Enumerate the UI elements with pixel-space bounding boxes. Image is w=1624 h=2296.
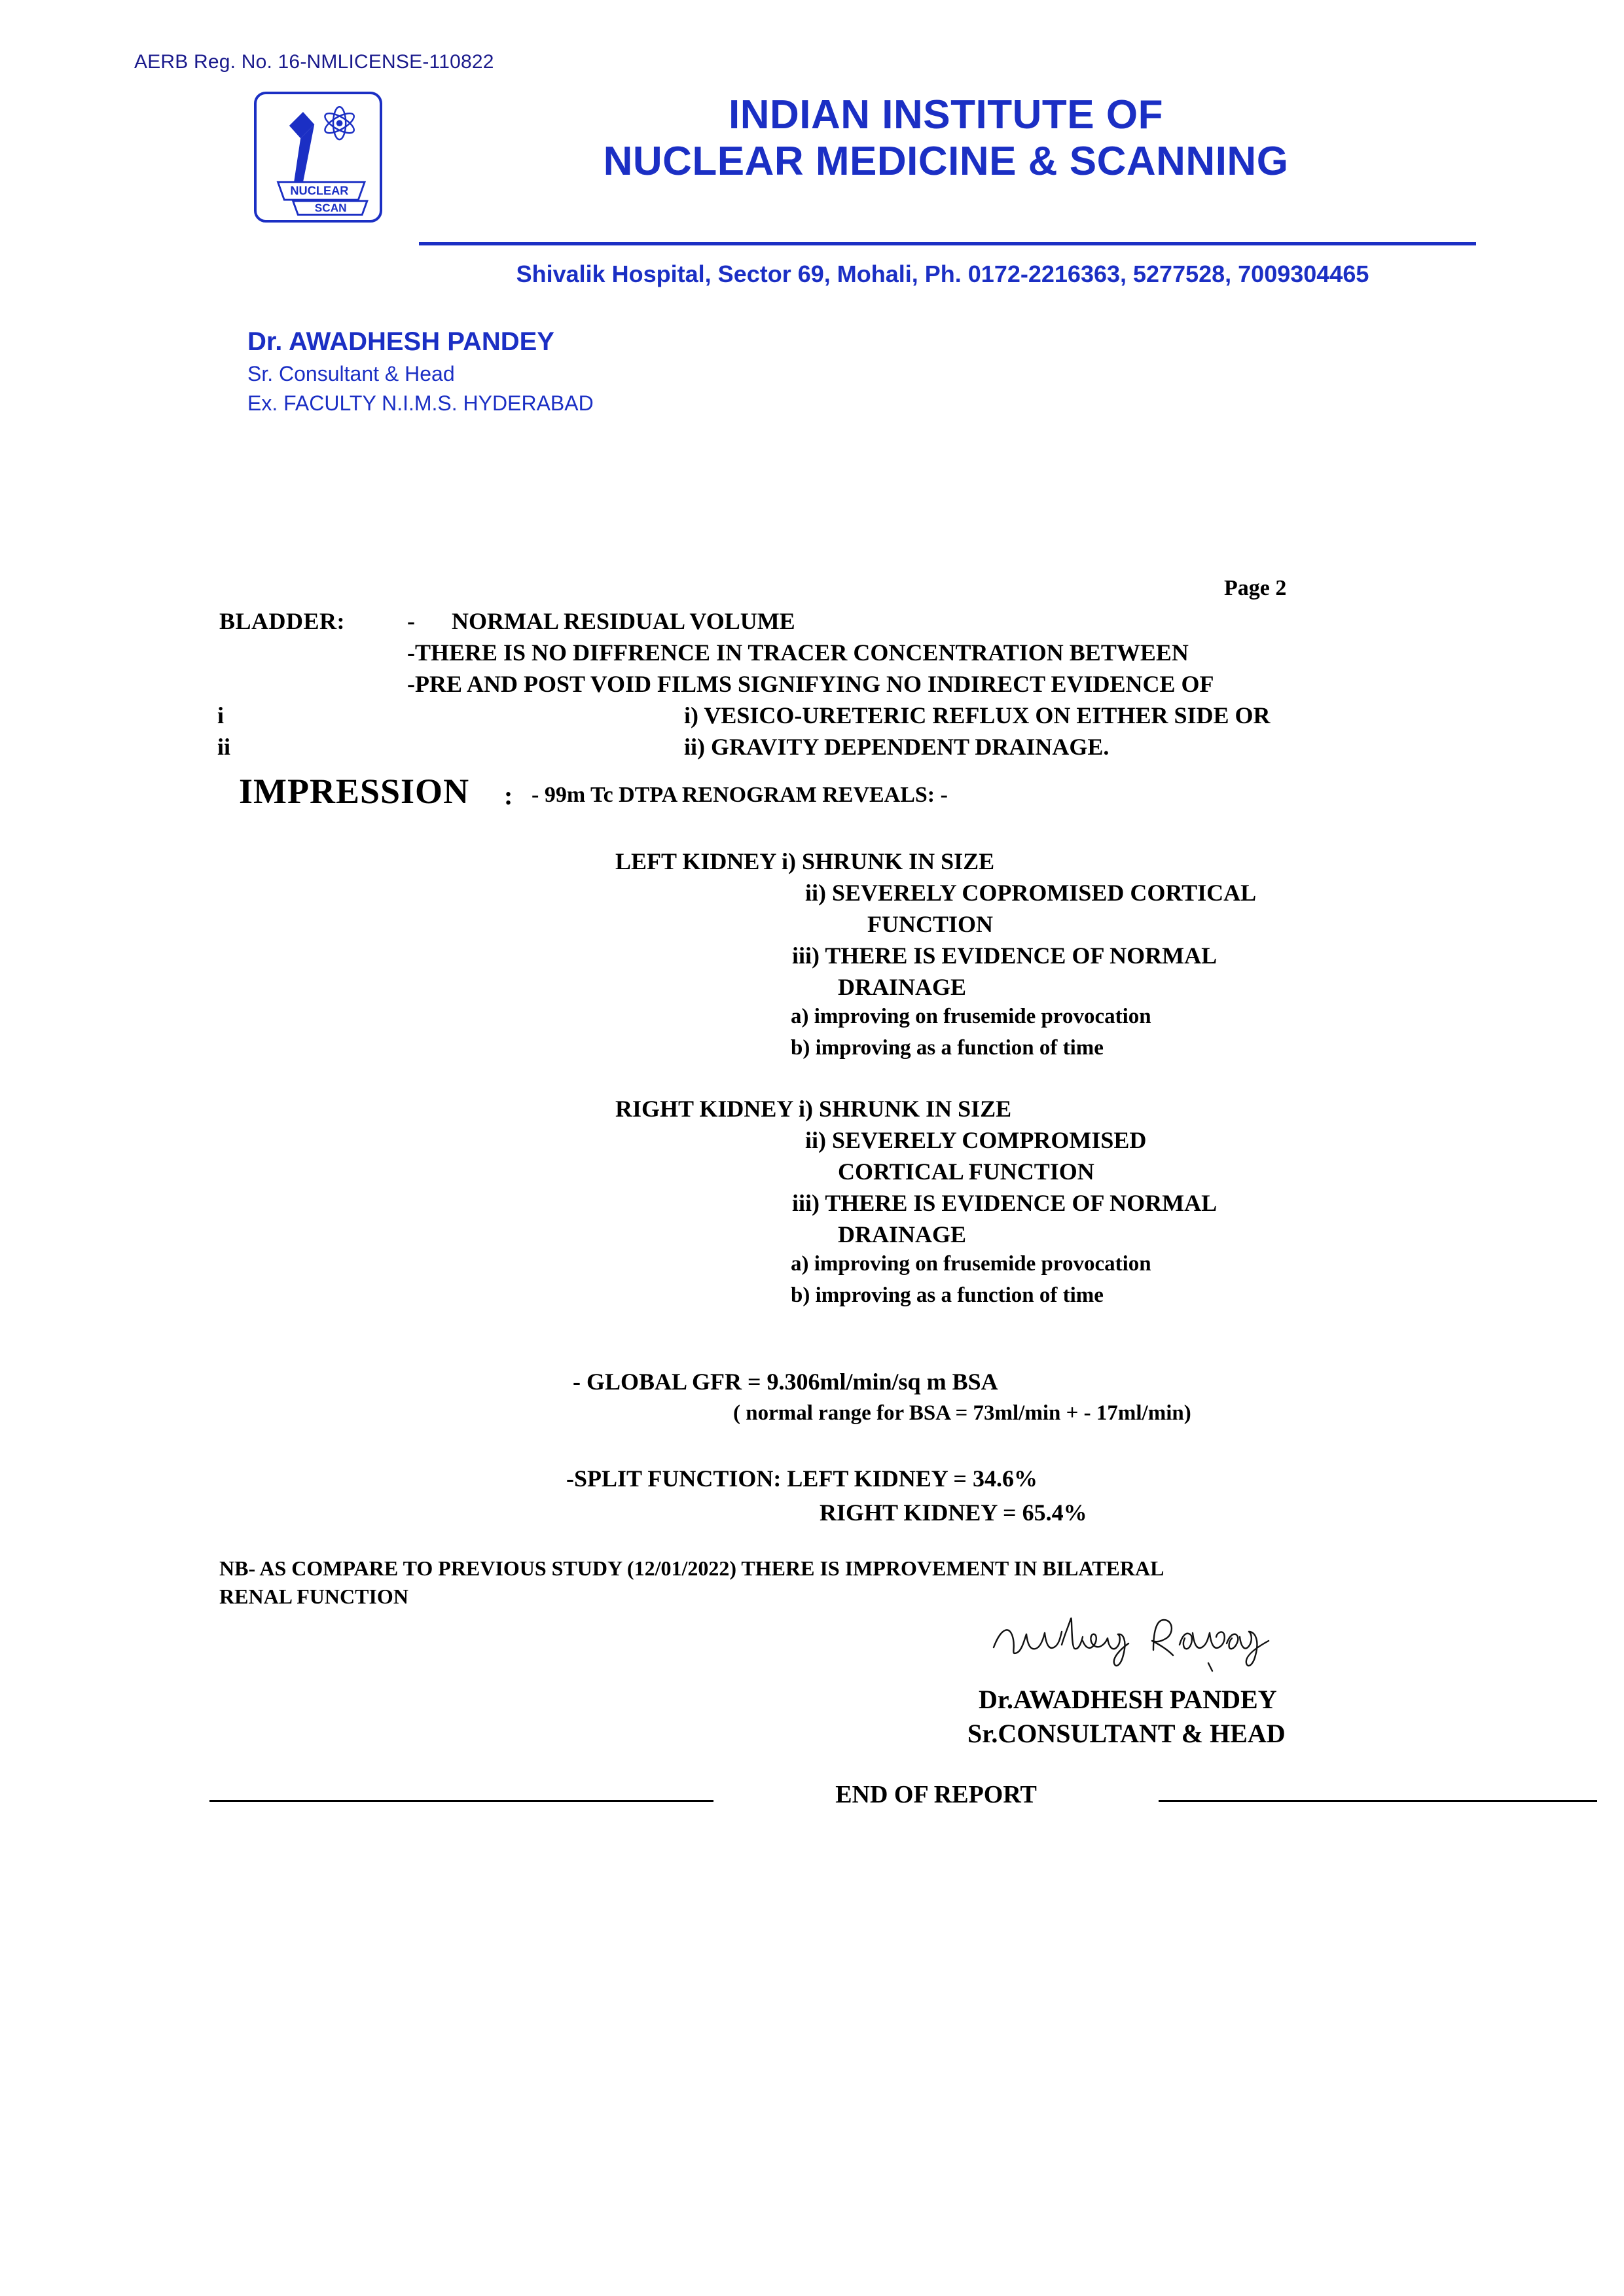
left-kidney-finding-a: a) improving on frusemide provocation [791,1005,1151,1028]
left-kidney-finding-b: b) improving as a function of time [791,1036,1104,1060]
left-kidney-heading: LEFT KIDNEY i) SHRUNK IN SIZE [615,848,995,874]
signature-doctor-name: Dr.AWADHESH PANDEY [979,1685,1277,1714]
svg-text:NUCLEAR: NUCLEAR [290,184,349,198]
header-doctor-name: Dr. AWADHESH PANDEY [247,327,554,356]
right-kidney-finding-a: a) improving on frusemide provocation [791,1252,1151,1276]
end-of-report-rule-left [209,1800,713,1802]
header-doctor-role: Sr. Consultant & Head [247,362,455,386]
global-gfr-value: - GLOBAL GFR = 9.306ml/min/sq m BSA [573,1369,998,1395]
signature-designation: Sr.CONSULTANT & HEAD [967,1719,1286,1748]
page-number: Page 2 [1224,576,1287,600]
bladder-finding-2: -THERE IS NO DIFFRENCE IN TRACER CONCENTRATION BETWEEN [407,639,1189,666]
header-divider [419,242,1476,245]
institute-logo [254,92,382,223]
right-kidney-finding-ii-b: CORTICAL FUNCTION [838,1158,1094,1185]
left-kidney-finding-ii-b: FUNCTION [867,911,994,937]
right-kidney-finding-iii-b: DRAINAGE [838,1221,967,1247]
right-kidney-heading: RIGHT KIDNEY i) SHRUNK IN SIZE [615,1096,1012,1122]
note-line-2: RENAL FUNCTION [219,1585,408,1608]
end-of-report-block [209,1780,1388,1809]
institute-title [419,92,1473,185]
bladder-finding-1: NORMAL RESIDUAL VOLUME [452,608,795,634]
nuclear-scan-logo-icon [257,94,380,220]
bladder-section-label: BLADDER: [219,608,346,634]
header-doctor-affiliation: Ex. FACULTY N.I.M.S. HYDERABAD [247,391,594,415]
bladder-finding-4: i) VESICO-URETERIC REFLUX ON EITHER SIDE OR [684,702,1271,728]
institute-title-line-1: INDIAN INSTITUTE OF [729,92,1163,137]
margin-mark-ii: ii [217,734,231,760]
left-kidney-finding-iii-b: DRAINAGE [838,974,967,1000]
end-of-report-label: END OF REPORT [835,1781,1037,1808]
impression-colon: : [504,781,513,810]
handwritten-signature [988,1607,1342,1679]
split-function-right: RIGHT KIDNEY = 65.4% [820,1499,1087,1526]
impression-heading: IMPRESSION [239,772,470,811]
left-kidney-finding-ii-a: ii) SEVERELY COPROMISED CORTICAL [805,880,1257,906]
right-kidney-finding-ii-a: ii) SEVERELY COMPROMISED [805,1127,1147,1153]
gfr-normal-range-note: ( normal range for BSA = 73ml/min + - 17ml/min) [733,1401,1191,1425]
left-kidney-finding-iii-a: iii) THERE IS EVIDENCE OF NORMAL [792,942,1218,969]
split-function-left: -SPLIT FUNCTION: LEFT KIDNEY = 34.6% [566,1465,1038,1492]
svg-text:SCAN: SCAN [314,201,347,215]
aerb-registration-text: AERB Reg. No. 16-NMLICENSE-110822 [134,51,494,73]
signature-icon [988,1607,1342,1679]
bladder-finding-3: -PRE AND POST VOID FILMS SIGNIFYING NO INDIRECT EVIDENCE OF [407,671,1214,697]
bladder-finding-5: ii) GRAVITY DEPENDENT DRAINAGE. [684,734,1110,760]
institute-address: Shivalik Hospital, Sector 69, Mohali, Ph. 0172-2216363, 5277528, 7009304465 [516,260,1369,287]
bladder-dash: - [407,608,415,634]
institute-title-line-2: NUCLEAR MEDICINE & SCANNING [603,139,1289,185]
right-kidney-finding-iii-a: iii) THERE IS EVIDENCE OF NORMAL [792,1190,1218,1216]
right-kidney-finding-b: b) improving as a function of time [791,1283,1104,1307]
note-line-1: NB- AS COMPARE TO PREVIOUS STUDY (12/01/2022) THERE IS IMPROVEMENT IN BILATERAL [219,1556,1164,1580]
margin-mark-i: i [217,702,225,728]
end-of-report-rule-right [1159,1800,1597,1802]
impression-subtitle: - 99m Tc DTPA RENOGRAM REVEALS: - [532,783,948,807]
